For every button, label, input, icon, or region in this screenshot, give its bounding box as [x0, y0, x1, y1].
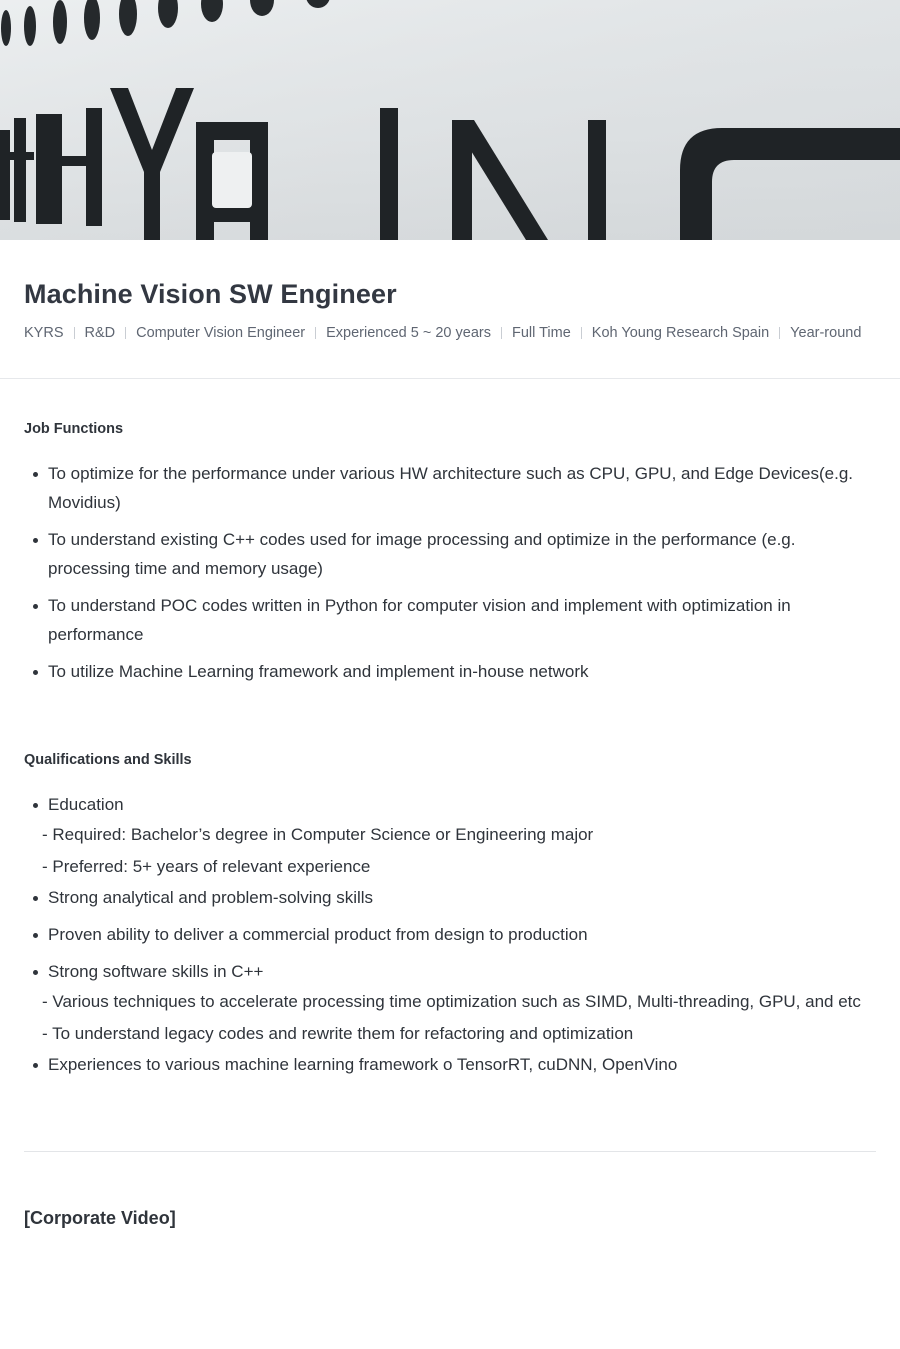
qualifications-list — [24, 790, 876, 1079]
meta-experience: Experienced 5 ~ 20 years — [305, 324, 491, 342]
meta-period: Year-round — [769, 324, 861, 342]
list-item: To utilize Machine Learning framework and implement in-house network — [24, 657, 876, 686]
list-subitem: - Required: Bachelor’s degree in Computer Science or Engineering major — [42, 825, 594, 844]
list-item: To optimize for the performance under various HW architecture such as CPU, GPU, and Edge Devices(e.g. Movidius) — [24, 459, 876, 517]
koh-young-logo-sign-photo — [0, 0, 900, 240]
job-functions-heading: Job Functions — [24, 421, 124, 437]
job-header — [0, 240, 900, 379]
list-item: Proven ability to deliver a commercial product from design to production — [24, 920, 876, 949]
job-functions-list — [24, 459, 876, 686]
meta-role: Computer Vision Engineer — [115, 324, 305, 342]
job-title: Machine Vision SW Engineer — [24, 279, 397, 309]
list-item: Strong software skills in C++ — [24, 957, 876, 986]
list-item: To understand existing C++ codes used for image processing and optimize in the performance (e.g. processing time and memory usage) — [24, 525, 876, 583]
meta-location: Koh Young Research Spain — [571, 324, 769, 342]
meta-team: KYRS — [24, 325, 64, 341]
section-divider — [24, 1151, 876, 1152]
job-description — [0, 379, 900, 1079]
list-subitem: - Preferred: 5+ years of relevant experience — [42, 857, 371, 876]
list-item: To understand POC codes written in Python for computer vision and implement with optimization in performance — [24, 591, 876, 649]
meta-department: R&D — [64, 324, 116, 342]
corporate-video-heading: [Corporate Video] — [24, 1208, 176, 1228]
list-item: Experiences to various machine learning framework o TensorRT, cuDNN, OpenVino — [24, 1050, 876, 1079]
list-item: Education — [24, 790, 876, 819]
list-subitem: - Various techniques to accelerate processing time optimization such as SIMD, Multi-threading, GPU, and etc — [42, 992, 861, 1011]
qualifications-heading: Qualifications and Skills — [24, 752, 192, 768]
meta-employment-type: Full Time — [491, 324, 571, 342]
list-item: Strong analytical and problem-solving skills — [24, 883, 876, 912]
list-subitem: - To understand legacy codes and rewrite them for refactoring and optimization — [42, 1024, 634, 1043]
hero-banner — [0, 0, 900, 240]
job-meta-row — [24, 324, 876, 342]
